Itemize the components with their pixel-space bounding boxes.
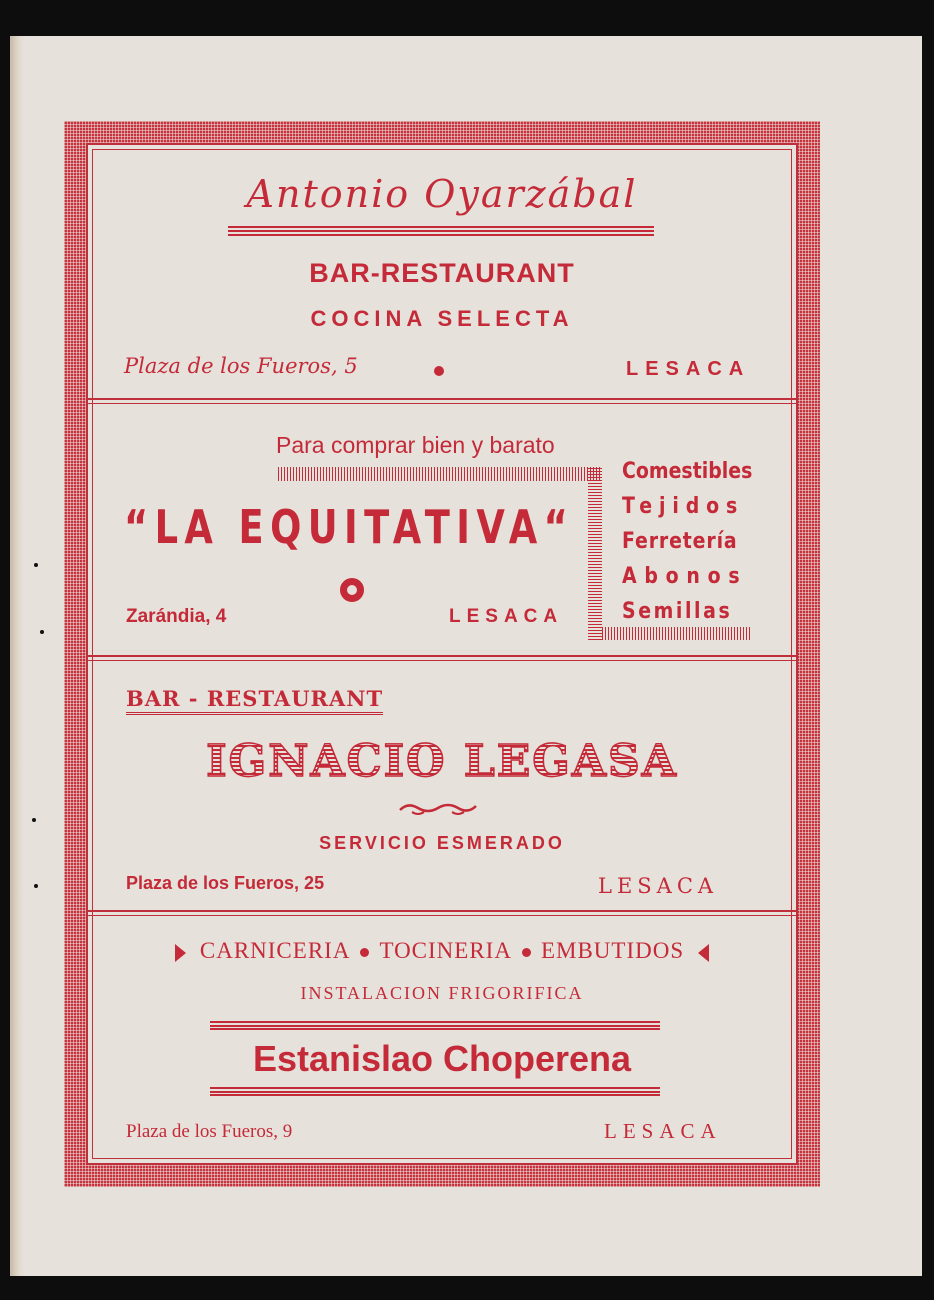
ad-address: Zarándia, 4: [126, 606, 227, 627]
bullet-dot: [522, 948, 531, 957]
ad-address: Plaza de los Fueros, 5: [124, 354, 358, 378]
bullet-dot: [360, 948, 369, 957]
ad-divider: [86, 910, 798, 916]
triangle-left-icon: [698, 944, 709, 962]
ad-slogan: Para comprar bien y barato: [276, 432, 555, 458]
decorative-rule: [228, 226, 654, 236]
page-binding-edge: [10, 36, 24, 1276]
inner-border: [86, 143, 798, 1165]
ring-ornament: [340, 578, 364, 602]
product-item: EMBUTIDOS: [540, 938, 685, 963]
product-item: TOCINERIA: [379, 938, 512, 963]
ad-business-type: BAR-RESTAURANT: [309, 258, 575, 288]
ad-business-name: “LA EQUITATIVA“: [124, 500, 575, 554]
decorative-rule: [210, 1087, 660, 1096]
ad-divider: [86, 398, 798, 404]
product-item: CARNICERIA: [199, 938, 351, 963]
goods-list: [622, 454, 754, 629]
scroll-ornament: [398, 800, 478, 820]
punch-hole: [32, 818, 36, 822]
ad-address: Plaza de los Fueros, 25: [126, 873, 325, 893]
decorative-rule: [210, 1021, 660, 1030]
goods-item: Semillas: [622, 599, 733, 624]
ad-town: LESACA: [598, 874, 719, 898]
ad-business-type: BAR - RESTAURANT: [126, 686, 383, 715]
triangle-right-icon: [175, 944, 186, 962]
punch-hole: [34, 884, 38, 888]
ad-business-name: Estanislao Choperena: [252, 1038, 632, 1079]
ad-tagline: INSTALACION FRIGORIFICA: [300, 983, 584, 1003]
goods-item: Tejidos: [622, 494, 745, 519]
ad-town: LESACA: [626, 358, 751, 380]
ad-town: LESACA: [449, 606, 564, 627]
goods-item: Abonos: [622, 564, 748, 589]
hatched-rule: [588, 467, 602, 640]
ad-town: LESACA: [604, 1119, 722, 1143]
bullet-dot: [434, 366, 444, 376]
ad-business-name: IGNACIO LEGASA: [0, 736, 884, 787]
goods-item: Comestibles: [622, 459, 753, 484]
product-line: [0, 938, 884, 964]
ad-tagline: COCINA SELECTA: [310, 306, 574, 331]
ad-tagline: SERVICIO ESMERADO: [319, 833, 565, 853]
goods-item: Ferretería: [622, 529, 738, 554]
ad-address: Plaza de los Fueros, 9: [126, 1121, 293, 1142]
ad-divider: [86, 655, 798, 661]
ad-business-name: Antonio Oyarzábal: [246, 172, 638, 216]
punch-hole: [34, 563, 38, 567]
hatched-rule: [278, 467, 602, 481]
punch-hole: [40, 630, 44, 634]
